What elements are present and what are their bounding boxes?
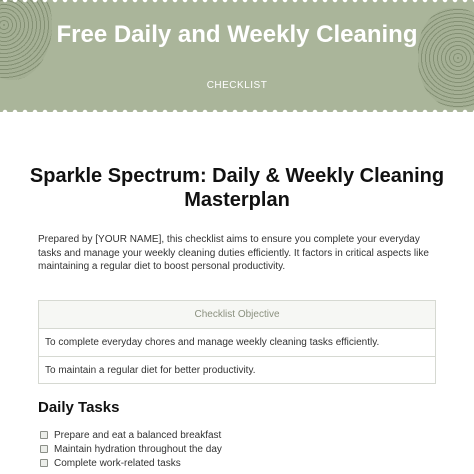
document-title: Sparkle Spectrum: Daily & Weekly Cleaning Masterplan	[29, 165, 445, 211]
scalloped-edge-top	[0, 0, 474, 6]
task-checkbox[interactable]	[40, 445, 48, 453]
task-label: Prepare and eat a balanced breakfast	[54, 429, 222, 441]
objective-table	[38, 300, 436, 384]
task-label: Complete work-related tasks	[54, 457, 181, 469]
banner-subtitle: CHECKLIST	[206, 80, 268, 91]
daily-task-list	[40, 428, 440, 470]
task-item	[40, 442, 440, 456]
task-item	[40, 456, 440, 470]
task-label: Maintain hydration throughout the day	[54, 443, 222, 455]
header-banner	[0, 0, 474, 112]
scalloped-edge-bottom	[0, 106, 474, 112]
task-item	[40, 428, 440, 442]
objective-table-row: To complete everyday chores and manage weekly cleaning tasks efficiently.	[45, 337, 380, 348]
daily-tasks-heading: Daily Tasks	[38, 399, 120, 416]
banner-title: Free Daily and Weekly Cleaning	[56, 21, 418, 48]
intro-paragraph: Prepared by [YOUR NAME], this checklist aims to ensure you complete your everyday tasks and manage your weekly cleaning duties efficiently. It factors in critical aspects like maintaining a regular diet to boost personal productivity.	[38, 234, 429, 272]
task-checkbox[interactable]	[40, 459, 48, 467]
task-checkbox[interactable]	[40, 431, 48, 439]
objective-table-row: To maintain a regular diet for better productivity.	[39, 356, 435, 383]
objective-table-header: Checklist Objective	[39, 301, 435, 329]
